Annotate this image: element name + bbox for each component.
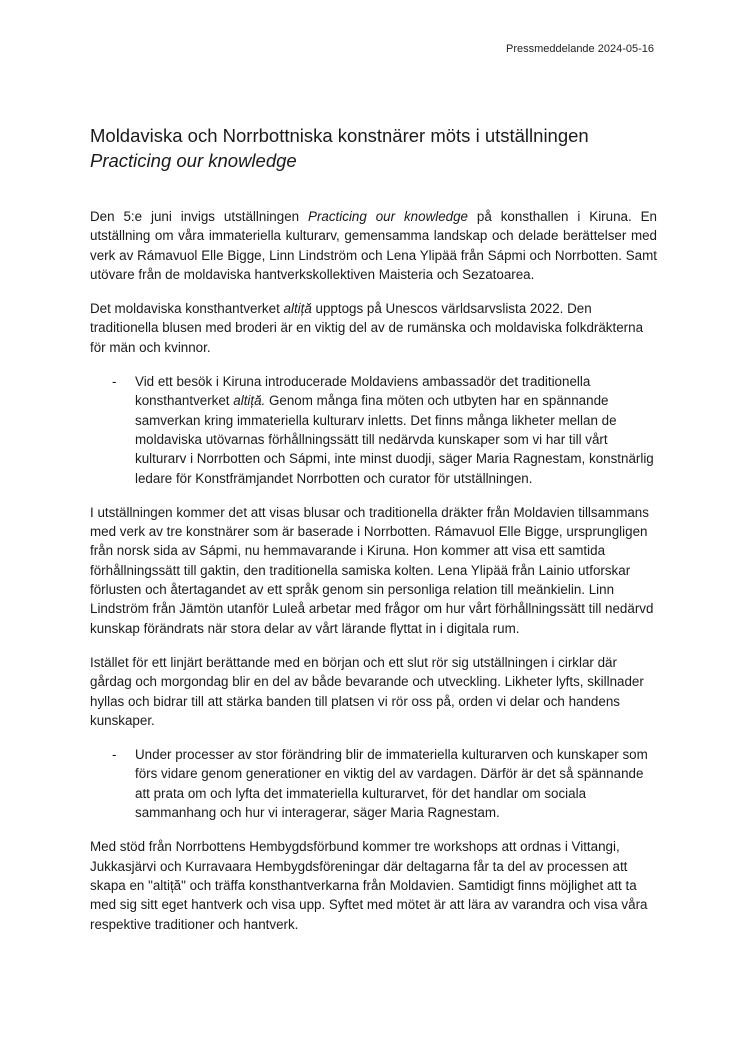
quote-block-1 (90, 372, 657, 488)
paragraph-altita-text-c: upptogs på Unescos världsarvslista 2022. Den traditionella blusen med broderi är en viktig del av de rumänska och moldaviska folkdräkterna för män och kvinnor. (90, 301, 644, 355)
altita-term: altiță (283, 301, 312, 317)
press-release-date: Pressmeddelande 2024-05-16 (506, 43, 654, 55)
paragraph-intro (90, 207, 657, 284)
paragraph-artists: I utställningen kommer det att visas blusar och traditionella dräkter från Moldavien tillsammans med verk av tre konstnärer som är baserade i Norrbotten. Rámavuol Elle Bigge, ursprungligen från norsk sida av Sápmi, nu hemmavarande i Kiruna. Hon kommer att visa ett samtida förhållningssätt till gaktin, den traditionella samiska kolten. Lena Ylipää från Lainio utforskar förlusten och återtagandet av ett språk genom sin personliga relation till meänkielin. Linn Lindström från Jämtön utanför Luleå arbetar med frågor om hur vårt förhållningssätt till nedärvd kunskap förändrats när stora delar av vårt lärande flyttat in i digitala rum. (90, 504, 654, 636)
paragraph-intro-text-c: på konsthallen i Kiruna. En utställning om våra immateriella kulturarv, gemensamma landskap och delade berättelser med verk av Rámavuol Elle Bigge, Linn Lindström och Lena Ylipää från Sápmi och Norrbotten. Samt utövare från de moldaviska hantverkskollektiven Maisteria och Sezatoarea. (90, 209, 657, 282)
list-dash: - (112, 374, 117, 390)
quote-text-1 (135, 372, 657, 488)
quote-block-2 (90, 745, 657, 822)
altita-term: altiță. (233, 393, 266, 409)
page-title (90, 123, 670, 173)
exhibition-name: Practicing our knowledge (308, 209, 469, 224)
paragraph-altita (90, 299, 657, 357)
quote-1-text-a: Vid ett besök i Kiruna introducerade Moldaviens ambassadör det traditionella konsthantverket (135, 374, 591, 409)
list-dash: - (112, 747, 117, 763)
article-body (90, 207, 657, 949)
title-line-2: Practicing our knowledge (90, 150, 297, 171)
title-line-1: Moldaviska och Norrbottniska konstnärer möts i utställningen (90, 125, 589, 146)
paragraph-altita-text-a: Det moldaviska konsthantverket (90, 301, 284, 317)
paragraph-circles: Istället för ett linjärt berättande med en början och ett slut rör sig utställningen i cirklar där gårdag och morgondag blir en del av både bevarande och utveckling. Likheter lyfts, skillnader hyllas och bidrar till att stärka banden till platsen vi rör oss på, orden vi delar och handens kunskaper. (90, 654, 644, 728)
paragraph-intro-text-a: Den 5:e juni invigs utställningen (90, 209, 309, 224)
quote-text-2: Under processer av stor förändring blir de immateriella kulturarven och kunskaper som förs vidare genom generationer en viktig del av vardagen. Därför är det så spännande att prata om och lyfta det immateriella kulturarvet, för det handlar om sociala sammanhang och hur vi interagerar, säger Maria Ragnestam. (135, 747, 648, 821)
paragraph-workshops: Med stöd från Norrbottens Hembygdsförbund kommer tre workshops att ordnas i Vittangi, Jukkasjärvi och Kurravaara Hembygdsföreningar där deltagarna får ta del av processen att skapa en "altiță" och träffa konsthantverkarna från Moldavien. Samtidigt finns möjlighet att ta med sig sitt eget hantverk och visa upp. Syftet med mötet är att lära av varandra och visa våra respektive traditioner och hantverk. (90, 839, 648, 932)
quote-1-text-c: Genom många fina möten och utbyten har en spännande samverkan kring immateriella kulturarv inletts. Det finns många likheter mellan de moldaviska utövarnas förhållningssätt till nedärvda kunskaper som vi har till vårt kulturarv i Norrbotten och Sápmi, inte minst duodji, säger Maria Ragnestam, konstnärlig ledare för Konstfrämjandet Norrbotten och curator för utställningen. (135, 393, 654, 486)
